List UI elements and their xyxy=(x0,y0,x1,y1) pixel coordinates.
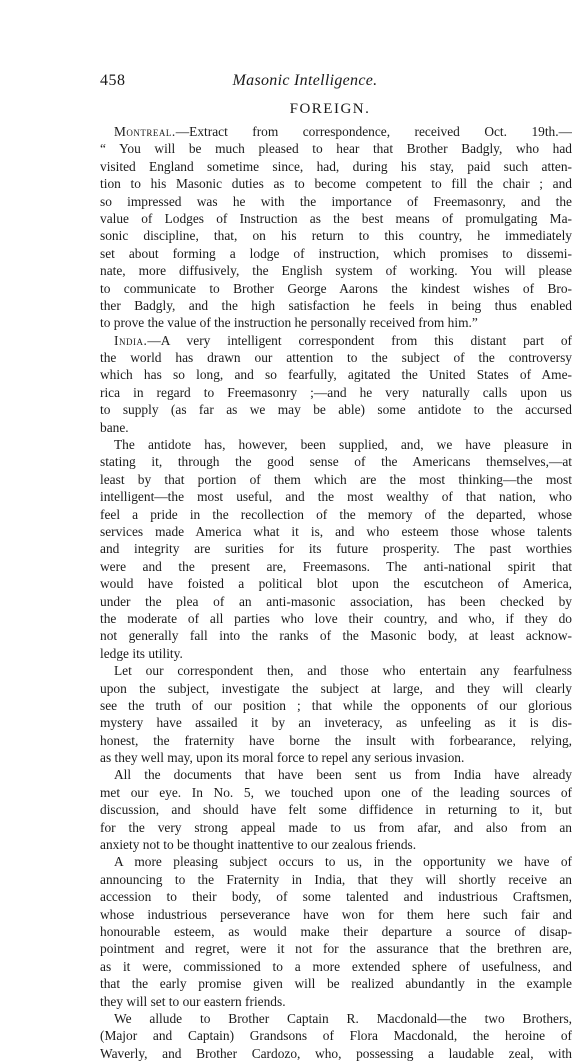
text-line xyxy=(100,193,572,210)
place-name: Montreal. xyxy=(114,124,176,139)
place-name: India. xyxy=(114,332,148,348)
page-number: 458 xyxy=(100,72,126,89)
paragraph xyxy=(100,123,572,332)
line-text: value of Lodges of Instruction as the best means of promulgating Ma- xyxy=(100,210,572,226)
text-line xyxy=(100,680,572,697)
text-line xyxy=(100,801,572,818)
text-line xyxy=(100,923,572,940)
text-line xyxy=(100,540,572,557)
line-text: as it were, commissioned to a more extended sphere of usefulness, and xyxy=(100,958,572,974)
paragraph xyxy=(100,766,572,853)
line-text: —A very intelligent correspondent from this distant part of xyxy=(147,332,572,348)
line-text: A more pleasing subject occurs to us, in the opportunity we have of xyxy=(114,854,572,870)
line-text: anxiety not to be thought inattentive to our zealous friends. xyxy=(100,837,417,853)
line-text: to communicate to Brother George Aarons the kindest wishes of Bro- xyxy=(100,280,572,296)
text-line xyxy=(100,471,572,488)
text-line xyxy=(100,610,572,627)
text-line xyxy=(100,280,572,297)
line-text: least by that portion of them which are the most thinking—the most xyxy=(100,471,572,487)
line-text: sonic discipline, that, on his return to this country, he immediately xyxy=(100,228,572,244)
line-text: bane. xyxy=(100,419,129,435)
line-text: pointment and regret, were it not for the assurance that the brethren are, xyxy=(100,941,572,957)
line-text: and integrity are surities for its future prosperity. The past worthies xyxy=(100,541,572,557)
text-line xyxy=(100,993,572,1010)
line-text: rica in regard to Freemasonry ;—and he very naturally calls upon us xyxy=(100,384,572,400)
line-text: set about forming a lodge of instruction, which promises to dissemi- xyxy=(100,245,572,261)
line-text: which has so long, and so fearfully, agitated the United States of Ame- xyxy=(100,367,572,383)
text-line xyxy=(100,784,572,801)
line-text: visited England sometime since, had, during his stay, paid such atten- xyxy=(100,158,572,174)
text-line xyxy=(100,332,572,349)
line-text: honourable esteem, as would make their departure a source of disap- xyxy=(100,923,572,939)
paragraph xyxy=(100,436,572,662)
text-line xyxy=(100,175,572,192)
text-line xyxy=(100,1027,572,1044)
text-line xyxy=(100,158,572,175)
line-text: The antidote has, however, been supplied, and, we have pleasure in xyxy=(114,437,572,453)
text-line xyxy=(100,419,572,436)
text-line xyxy=(100,940,572,957)
text-line xyxy=(100,314,572,331)
text-line xyxy=(100,366,572,383)
text-line xyxy=(100,453,572,470)
article-body xyxy=(100,123,572,1062)
running-head xyxy=(100,72,510,94)
line-text: All the documents that have been sent us from India have already xyxy=(114,767,572,783)
text-line xyxy=(100,888,572,905)
line-text: accession to their body, of some talented and industrious Craftsmen, xyxy=(100,889,572,905)
line-text: ledge its utility. xyxy=(100,645,183,661)
paragraph xyxy=(100,332,572,436)
text-line xyxy=(100,245,572,262)
text-line xyxy=(100,627,572,644)
text-line xyxy=(100,819,572,836)
line-text: feel a pride in the recollection of the memory of the departed, whose xyxy=(100,506,572,522)
text-line xyxy=(100,401,572,418)
text-line xyxy=(100,697,572,714)
text-line xyxy=(100,906,572,923)
line-text: met our eye. In No. 5, we touched upon one of the leading sources of xyxy=(100,784,572,800)
line-text: for the very strong appeal made to us from afar, and also from an xyxy=(100,819,572,835)
line-text: nate, more diffusively, the English system of working. You will please xyxy=(100,263,572,279)
line-text: were and the present are, Freemasons. The anti-national spirit that xyxy=(100,558,572,574)
text-line xyxy=(100,749,572,766)
text-line xyxy=(100,436,572,453)
line-text: not generally fall into the ranks of the Masonic body, at least acknow- xyxy=(100,628,572,644)
line-text: services made America what it is, and who esteem those whose talents xyxy=(100,523,572,539)
line-text: so impressed was he with the importance of Freemasonry, and the xyxy=(100,193,572,209)
line-text: to supply (as far as we may be able) some antidote to the accursed xyxy=(100,402,572,418)
text-line xyxy=(100,575,572,592)
line-text: discussion, and should have felt some diffidence in returning to it, but xyxy=(100,802,572,818)
text-line xyxy=(100,210,572,227)
line-text: Let our correspondent then, and those who entertain any fearfulness xyxy=(114,663,572,679)
text-line xyxy=(100,662,572,679)
line-text: ther Badgly, and the high satisfaction he feels in being thus enabled xyxy=(100,297,572,313)
text-line xyxy=(100,523,572,540)
text-line xyxy=(100,506,572,523)
line-text: honest, the fraternity have borne the insult with forbearance, relying, xyxy=(100,732,572,748)
line-text: they will set to our eastern friends. xyxy=(100,993,286,1009)
text-line xyxy=(100,836,572,853)
text-line xyxy=(100,871,572,888)
line-text: upon the subject, investigate the subject at large, and they will clearly xyxy=(100,680,572,696)
text-line xyxy=(100,1010,572,1027)
section-title: FOREIGN. xyxy=(289,101,371,117)
text-line xyxy=(100,714,572,731)
line-text: Waverly, and Brother Cardozo, who, possessing a laudable zeal, with xyxy=(100,1045,572,1061)
text-line xyxy=(100,140,572,157)
line-text: under the plea of an anti-masonic association, has been checked by xyxy=(100,593,572,609)
text-line xyxy=(100,958,572,975)
text-line xyxy=(100,645,572,662)
line-text: mystery have assailed it by an inveteracy, as unfeeling as it is dis- xyxy=(100,715,572,731)
line-text: would have foisted a political blot upon the escutcheon of America, xyxy=(100,576,572,592)
running-title: Masonic Intelligence. xyxy=(232,72,378,89)
line-text: as they well may, upon its moral force to repel any serious invasion. xyxy=(100,750,465,766)
text-line xyxy=(100,384,572,401)
text-line xyxy=(100,123,572,140)
line-text: intelligent—the most useful, and the most wealthy of that nation, who xyxy=(100,489,572,505)
line-text: We allude to Brother Captain R. Macdonald—the two Brothers, xyxy=(114,1010,572,1026)
line-text: whose industrious perseverance have won for them here such fair and xyxy=(100,906,572,922)
line-text: —Extract from correspondence, received Oct. 19th.— xyxy=(175,124,572,139)
line-text: “ You will be much pleased to hear that Brother Badgly, who had xyxy=(100,141,572,157)
text-line xyxy=(100,297,572,314)
text-line xyxy=(100,853,572,870)
line-text: the world has drawn our attention to the subject of the controversy xyxy=(100,350,572,366)
text-line xyxy=(100,227,572,244)
line-text: tion to his Masonic duties as to become competent to fill the chair ; and xyxy=(100,176,572,192)
paragraph xyxy=(100,853,572,1010)
text-line xyxy=(100,558,572,575)
line-text: see the truth of our position ; that while the opponents of our glorious xyxy=(100,697,572,713)
text-line xyxy=(100,349,572,366)
text-line xyxy=(100,262,572,279)
text-line xyxy=(100,593,572,610)
line-text: announcing to the Fraternity in India, that they will shortly receive an xyxy=(100,871,572,887)
text-line xyxy=(100,766,572,783)
line-text: that the early promise given will be realized abundantly in the example xyxy=(100,976,572,992)
text-line xyxy=(100,732,572,749)
line-text: the moderate of all parties who love their country, and who, if they do xyxy=(100,610,572,626)
paragraph xyxy=(100,662,572,766)
line-text: (Major and Captain) Grandsons of Flora Macdonald, the heroine of xyxy=(100,1028,572,1044)
line-text: stating it, through the good sense of the Americans themselves,—at xyxy=(100,454,572,470)
text-line xyxy=(100,488,572,505)
text-line xyxy=(100,1045,572,1062)
paragraph xyxy=(100,1010,572,1062)
line-text: to prove the value of the instruction he personally received from him.” xyxy=(100,315,478,331)
text-line xyxy=(100,975,572,992)
